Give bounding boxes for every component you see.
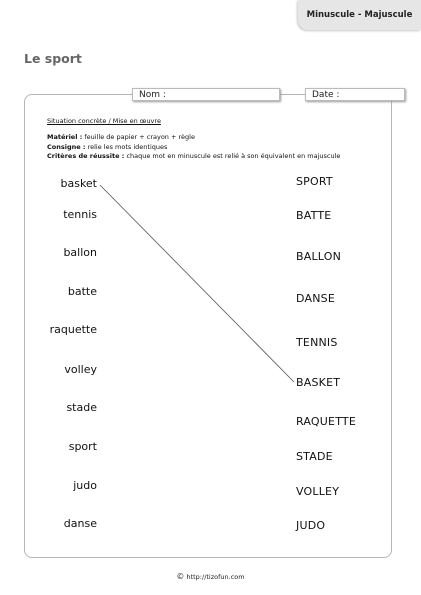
footer <box>0 572 421 581</box>
uppercase-word[interactable]: JUDO <box>296 519 326 532</box>
criteres-text: chaque mot en minuscule est relié à son équivalent en majuscule <box>124 152 341 160</box>
uppercase-word[interactable]: RAQUETTE <box>296 415 356 428</box>
criteres-label: Critères de réussite : <box>47 152 125 160</box>
lowercase-word[interactable]: judo <box>73 479 97 492</box>
uppercase-word[interactable]: DANSE <box>296 292 335 305</box>
lowercase-word[interactable]: stade <box>66 401 97 414</box>
situation-heading: Situation concrète / Mise en œuvre <box>47 117 161 125</box>
lowercase-word[interactable]: sport <box>68 440 97 453</box>
basket-link-line <box>100 185 294 382</box>
uppercase-word[interactable]: VOLLEY <box>296 485 340 498</box>
footer-url[interactable]: http://tizofun.com <box>186 573 245 581</box>
uppercase-word[interactable]: BATTE <box>296 209 332 222</box>
worksheet-category-label: Minuscule - Majuscule <box>306 10 413 20</box>
lowercase-word[interactable]: batte <box>67 285 97 298</box>
lowercase-word[interactable]: volley <box>64 363 97 376</box>
uppercase-word[interactable]: BASKET <box>296 376 341 389</box>
date-label: Date : <box>312 90 340 100</box>
page-title: Le sport <box>24 51 82 66</box>
uppercase-word[interactable]: BALLON <box>296 250 342 263</box>
uppercase-word[interactable]: SPORT <box>296 175 333 188</box>
lowercase-word[interactable]: ballon <box>63 246 97 259</box>
consigne-label: Consigne : <box>47 143 86 151</box>
lowercase-word[interactable]: raquette <box>49 323 97 336</box>
name-label: Nom : <box>139 90 166 100</box>
materiel-label: Matériel : <box>47 133 83 141</box>
lowercase-word[interactable]: danse <box>63 517 97 530</box>
lowercase-word[interactable]: basket <box>60 177 97 190</box>
materiel-text: feuille de papier + crayon + règle <box>82 133 195 141</box>
lowercase-word[interactable]: tennis <box>63 208 97 221</box>
consigne-text: relie les mots identiques <box>85 143 168 151</box>
uppercase-word[interactable]: TENNIS <box>296 336 338 349</box>
copyright-icon: © <box>176 572 185 581</box>
uppercase-word[interactable]: STADE <box>296 450 333 463</box>
